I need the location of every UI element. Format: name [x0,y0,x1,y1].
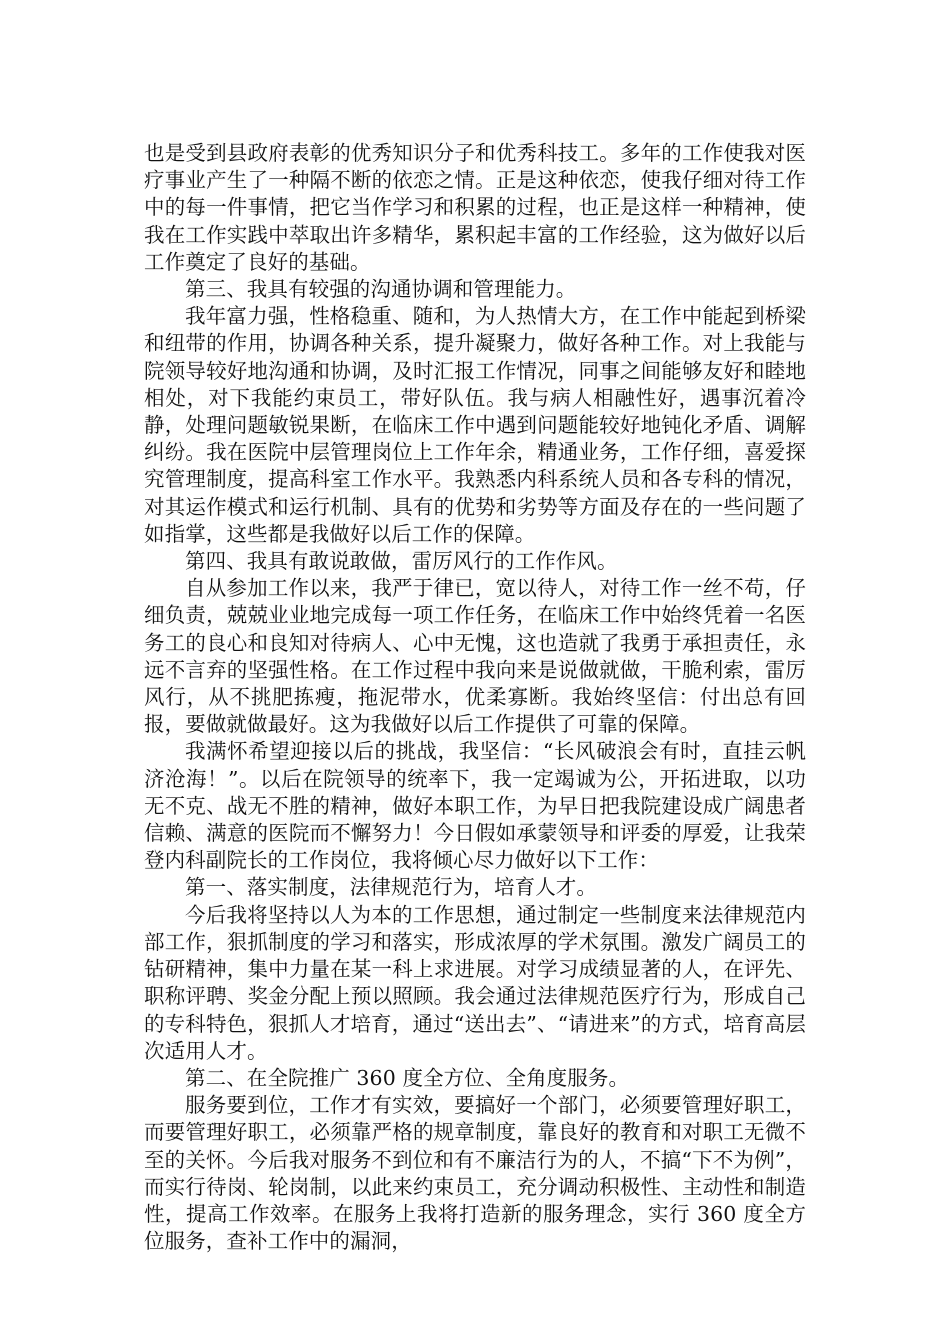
paragraph-8: 今后我将坚持以人为本的工作思想，通过制定一些制度来法律规范内部工作，狠抓制度的学习和落实，形成浓厚的学术氛围。激发广阔员工的钻研精神，集中力量在某一科上求进展。对学习成绩显著的人，在评先、职称评聘、奖金分配上预以照顾。我会通过法律规范医疗行为，形成自己的专科特色，狠抓人才培育，通过“送出去”、“请进来”的方式，培育高层次适用人才。 [144,902,806,1063]
paragraph-6: 我满怀希望迎接以后的挑战，我坚信：“长风破浪会有时，直挂云帆济沧海！”。以后在院领导的统率下，我一定竭诚为公，开拓进取，以功无不克、战无不胜的精神，做好本职工作，为早日把我院建设成广阔患者信赖、满意的医院而不懈努力！今日假如承蒙领导和评委的厚爱，让我荣登内科副院长的工作岗位，我将倾心尽力做好以下工作： [144,739,806,873]
paragraph-4-heading: 第四、我具有敢说敢做，雷厉风行的工作作风。 [185,549,618,574]
paragraph-9-heading: 第二、在全院推广 360 度全方位、全角度服务。 [185,1065,630,1090]
paragraph-3: 我年富力强，性格稳重、随和，为人热情大方，在工作中能起到桥梁和纽带的作用，协调各种关系，提升凝聚力，做好各种工作。对上我能与院领导较好地沟通和协调，及时汇报工作情况，同事之间能够友好和睦地相处，对下我能约束员工，带好队伍。我与病人相融性好，遇事沉着冷静，处理问题敏锐果断，在临床工作中遇到问题能较好地钝化矛盾、调解纠纷。我在医院中层管理岗位上工作年余，精通业务，工作仔细，喜爱探究管理制度，提高科室工作水平。我熟悉内科系统人员和各专科的情况，对其运作模式和运行机制、具有的优势和劣势等方面及存在的一些问题了如指掌，这些都是我做好以后工作的保障。 [144,304,806,546]
document-page [144,140,806,1255]
paragraph-2-heading: 第三、我具有较强的沟通协调和管理能力。 [185,277,577,302]
paragraph-10: 服务要到位，工作才有实效，要搞好一个部门，必须要管理好职工，而要管理好职工，必须靠严格的规章制度，靠良好的教育和对职工无微不至的关怀。今后我对服务不到位和有不廉洁行为的人，不搞“下不为例”，而实行待岗、轮岗制，以此来约束员工，充分调动积极性、主动性和制造性，提高工作效率。在服务上我将打造新的服务理念，实行 360 度全方位服务，查补工作中的漏洞， [144,1093,806,1254]
paragraph-7-heading: 第一、落实制度，法律规范行为，培育人才。 [185,875,597,900]
paragraph-5: 自从参加工作以来，我严于律已，宽以待人，对待工作一丝不苟，仔细负责，兢兢业业地完成每一项工作任务，在临床工作中始终凭着一名医务工的良心和良知对待病人、心中无愧，这也造就了我勇于承担责任，永远不言弃的坚强性格。在工作过程中我向来是说做就做，干脆利索，雷厉风行，从不挑肥拣瘦，拖泥带水，优柔寡断。我始终坚信：付出总有回报，要做就做最好。这为我做好以后工作提供了可靠的保障。 [144,576,806,737]
paragraph-1: 也是受到县政府表彰的优秀知识分子和优秀科技工。多年的工作使我对医疗事业产生了一种隔不断的依恋之情。正是这种依恋，使我仔细对待工作中的每一件事情，把它当作学习和积累的过程，也正是这样一种精神，使我在工作实践中萃取出许多精华，累积起丰富的工作经验，这为做好以后工作奠定了良好的基础。 [144,141,806,274]
